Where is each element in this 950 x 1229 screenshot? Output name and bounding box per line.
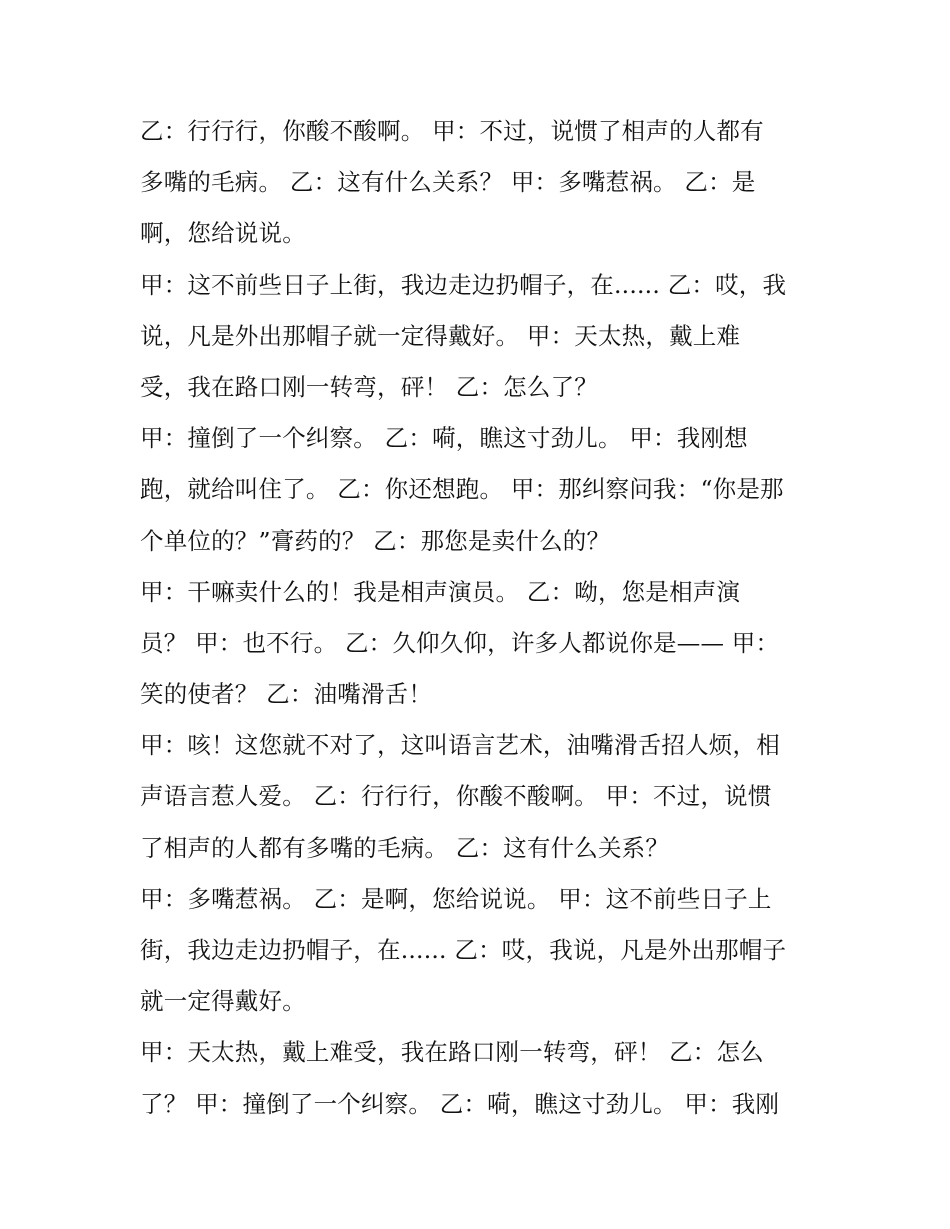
text-line: 个单位的？”膏药的？ 乙：那您是卖什么的？ xyxy=(140,526,611,555)
text-line: 街，我边走边扔帽子，在...... 乙：哎，我说，凡是外出那帽子 xyxy=(140,936,787,964)
text-line: 说，凡是外出那帽子就一定得戴好。 甲：天太热，戴上难 xyxy=(140,321,741,350)
text-line: 声语言惹人爱。 乙：行行行，你酸不酸啊。 甲：不过，说惯 xyxy=(140,782,772,811)
text-line: 多嘴的毛病。 乙：这有什么关系？ 甲：多嘴惹祸。 乙：是 xyxy=(140,168,756,197)
text-line: 甲：咳！这您就不对了，这叫语言艺术，油嘴滑舌招人烦，相 xyxy=(140,731,780,760)
text-line: 跑，就给叫住了。 乙：你还想跑。 甲：那纠察问我：“你是那 xyxy=(140,475,784,504)
text-line: 甲：天太热，戴上难受，我在路口刚一转弯，砰！ 乙：怎么 xyxy=(140,1038,764,1067)
text-line: 员？ 甲：也不行。 乙：久仰久仰，许多人都说你是—— 甲： xyxy=(140,628,780,657)
text-line: 就一定得戴好。 xyxy=(140,987,306,1016)
text-line: 甲：多嘴惹祸。 乙：是啊，您给说说。 甲：这不前些日子上 xyxy=(140,884,772,913)
text-line: 受，我在路口刚一转弯，砰！ 乙：怎么了？ xyxy=(140,372,598,401)
text-line: 甲：撞倒了一个纠察。 乙：嗬，瞧这寸劲儿。 甲：我刚想 xyxy=(140,424,748,453)
text-line: 了相声的人都有多嘴的毛病。 乙：这有什么关系？ xyxy=(140,833,670,862)
text-line: 甲：这不前些日子上街，我边走边扔帽子，在...... 乙：哎，我 xyxy=(140,270,787,299)
document-body xyxy=(140,106,830,1130)
text-line: 乙：行行行，你酸不酸啊。 甲：不过，说惯了相声的人都有 xyxy=(140,117,764,145)
text-line: 笑的使者？ 乙：油嘴滑舌！ xyxy=(140,680,433,709)
text-line: 了？ 甲：撞倒了一个纠察。 乙：嗬，瞧这寸劲儿。 甲：我刚 xyxy=(140,1089,780,1118)
text-line: 啊，您给说说。 xyxy=(140,219,306,248)
text-line: 甲：干嘛卖什么的！我是相声演员。 乙：呦，您是相声演 xyxy=(140,577,741,606)
